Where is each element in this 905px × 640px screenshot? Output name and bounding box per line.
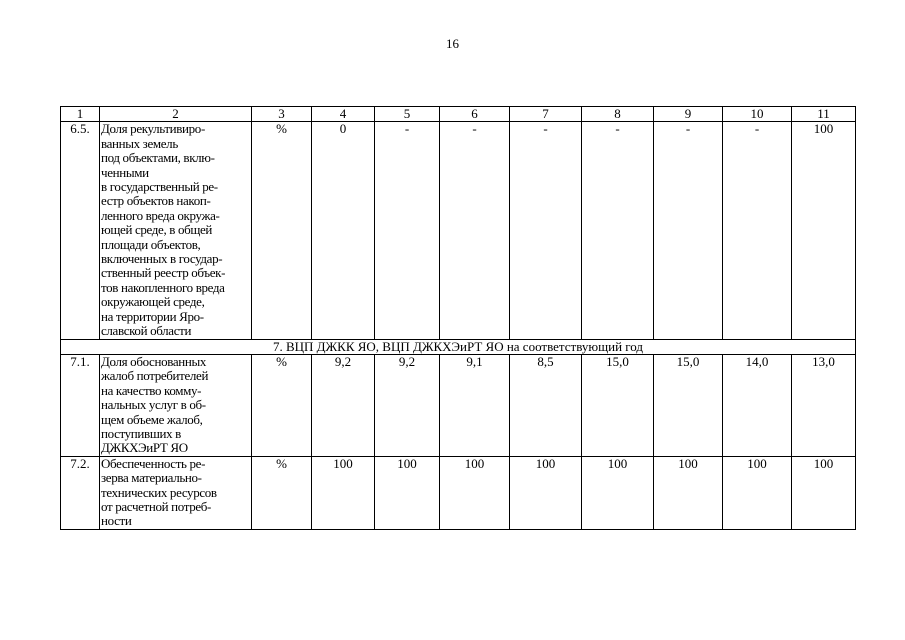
table-row bbox=[61, 122, 856, 339]
header-cell: 11 bbox=[792, 107, 856, 122]
header-cell: 3 bbox=[252, 107, 312, 122]
table-row bbox=[61, 354, 856, 456]
value-cell: 100 bbox=[723, 456, 792, 529]
header-cell: 8 bbox=[582, 107, 654, 122]
header-cell: 1 bbox=[61, 107, 100, 122]
value-cell: 15,0 bbox=[582, 354, 654, 456]
value-cell: - bbox=[654, 122, 723, 339]
indicator-description: Доля обоснованных жалоб потребителей на качество комму- нальных услуг в об- щем объеме жалоб, поступивших в ДЖКХЭиРТ ЯО bbox=[100, 354, 252, 456]
row-number: 7.2. bbox=[61, 456, 100, 529]
value-cell: - bbox=[582, 122, 654, 339]
page-number: 16 bbox=[446, 36, 459, 51]
row-number: 7.1. bbox=[61, 354, 100, 456]
header-cell: 6 bbox=[440, 107, 510, 122]
indicator-description: Обеспеченность ре- зерва материально- технических ресурсов от расчетной потреб- ности bbox=[100, 456, 252, 529]
row-number: 6.5. bbox=[61, 122, 100, 339]
value-cell: - bbox=[723, 122, 792, 339]
value-cell: - bbox=[510, 122, 582, 339]
value-cell: 0 bbox=[312, 122, 375, 339]
header-cell: 9 bbox=[654, 107, 723, 122]
value-cell: 100 bbox=[792, 122, 856, 339]
value-cell: 14,0 bbox=[723, 354, 792, 456]
value-cell: - bbox=[440, 122, 510, 339]
header-cell: 4 bbox=[312, 107, 375, 122]
value-cell: 100 bbox=[312, 456, 375, 529]
value-cell: 100 bbox=[582, 456, 654, 529]
header-cell: 7 bbox=[510, 107, 582, 122]
unit-cell: % bbox=[252, 354, 312, 456]
value-cell: 9,2 bbox=[312, 354, 375, 456]
header-cell: 10 bbox=[723, 107, 792, 122]
section-row bbox=[61, 339, 856, 354]
unit-cell: % bbox=[252, 122, 312, 339]
value-cell: 100 bbox=[792, 456, 856, 529]
unit-cell: % bbox=[252, 456, 312, 529]
header-cell: 5 bbox=[375, 107, 440, 122]
value-cell: - bbox=[375, 122, 440, 339]
value-cell: 9,1 bbox=[440, 354, 510, 456]
value-cell: 15,0 bbox=[654, 354, 723, 456]
indicators-table bbox=[60, 106, 856, 530]
value-cell: 8,5 bbox=[510, 354, 582, 456]
header-row bbox=[61, 107, 856, 122]
value-cell: 100 bbox=[654, 456, 723, 529]
section-title: 7. ВЦП ДЖКК ЯО, ВЦП ДЖКХЭиРТ ЯО на соответствующий год bbox=[61, 339, 856, 354]
value-cell: 13,0 bbox=[792, 354, 856, 456]
value-cell: 100 bbox=[510, 456, 582, 529]
value-cell: 100 bbox=[440, 456, 510, 529]
header-cell: 2 bbox=[100, 107, 252, 122]
indicator-description: Доля рекультивиро- ванных земель под объектами, вклю- ченными в государственный ре- естр объектов накоп- ленного вреда окружа- ющей среде, в общей площади объектов, включенных в государ- ственный реестр объек- тов накопленного вреда окружающей среде, на территории Яро- славской области bbox=[100, 122, 252, 339]
value-cell: 100 bbox=[375, 456, 440, 529]
value-cell: 9,2 bbox=[375, 354, 440, 456]
table-row bbox=[61, 456, 856, 529]
